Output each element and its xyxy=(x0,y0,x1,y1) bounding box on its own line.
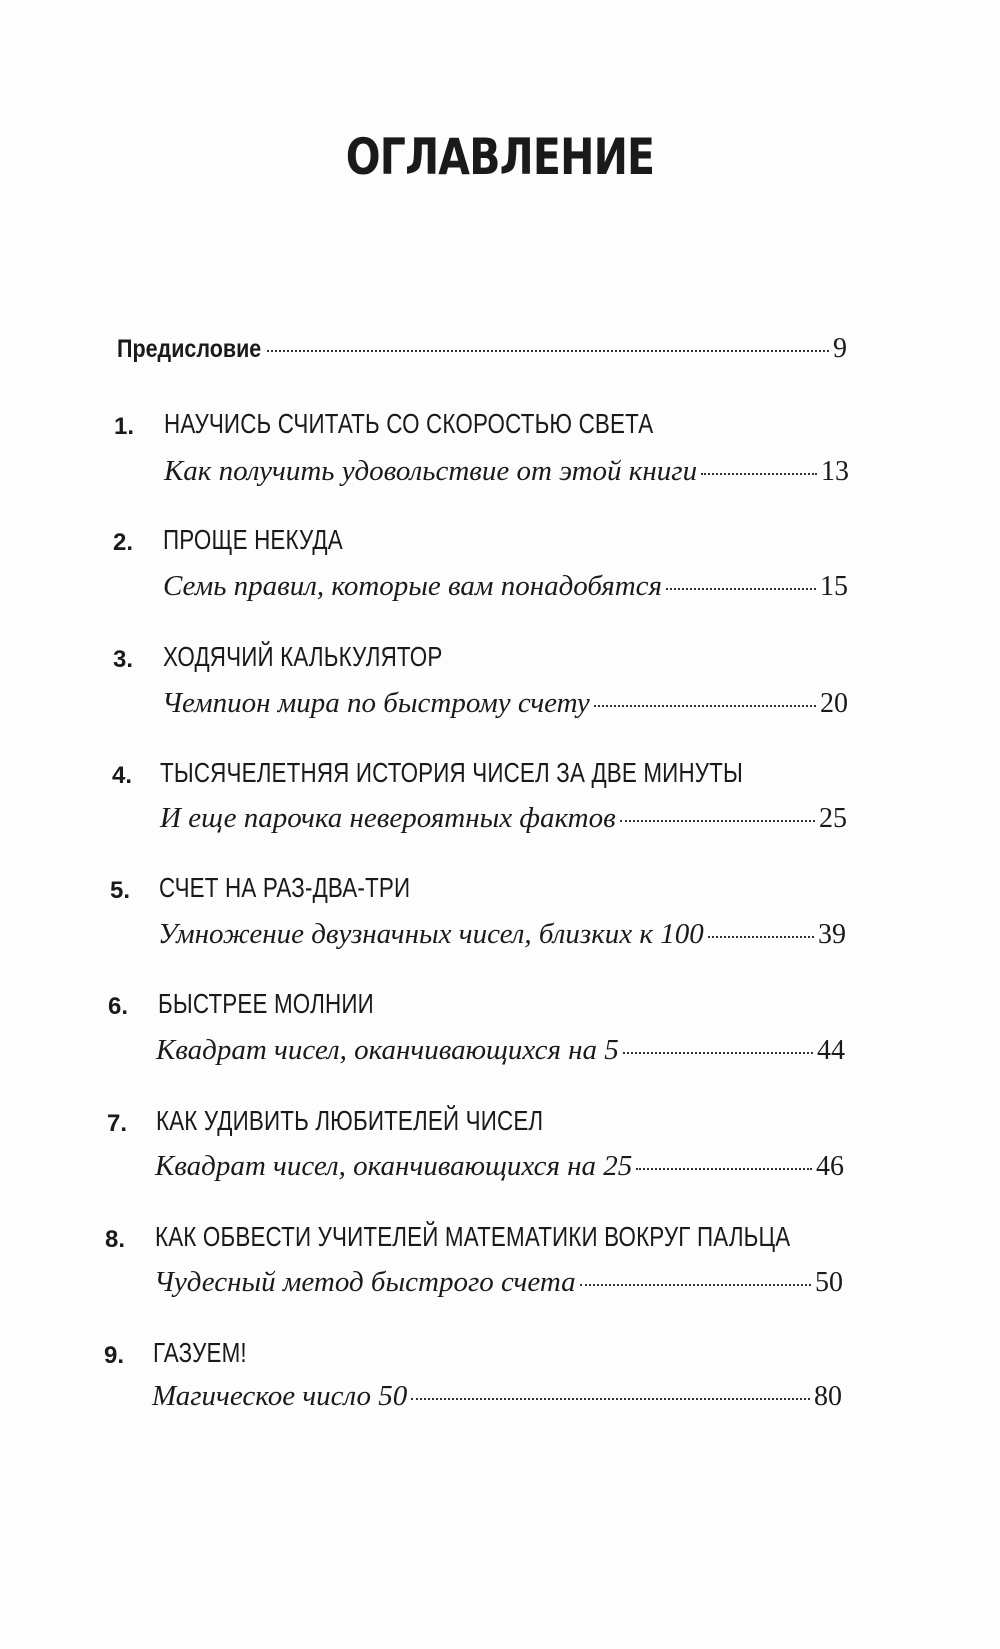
dot-leader xyxy=(620,820,815,822)
chapter-heading: КАК ОБВЕСТИ УЧИТЕЛЕЙ МАТЕМАТИКИ ВОКРУГ ПАЛЬЦА xyxy=(155,1221,791,1252)
chapter-subtitle: Чудесный метод быстрого счета xyxy=(154,1266,576,1298)
dot-leader xyxy=(666,588,816,590)
dot-leader xyxy=(411,1398,810,1400)
dot-leader xyxy=(594,705,816,707)
chapter-number: 6. xyxy=(108,993,129,1020)
chapter-heading: ТЫСЯЧЕЛЕТНЯЯ ИСТОРИЯ ЧИСЕЛ ЗА ДВЕ МИНУТЫ xyxy=(160,757,744,788)
page-title: ОГЛАВЛЕНИЕ xyxy=(345,128,655,186)
chapter-subtitle: Магическое число 50 xyxy=(152,1380,408,1412)
chapter-subtitle: Умножение двузначных чисел, близких к 100 xyxy=(158,918,704,950)
preface-entry[interactable] xyxy=(117,333,847,365)
chapter-heading: ГАЗУЕМ! xyxy=(153,1337,247,1368)
page-number: 20 xyxy=(820,688,848,719)
page-number: 50 xyxy=(815,1267,843,1298)
chapter-number: 7. xyxy=(107,1110,128,1137)
chapter-number: 2. xyxy=(113,529,134,556)
chapter-heading: СЧЕТ НА РАЗ-ДВА-ТРИ xyxy=(159,872,411,903)
dot-leader xyxy=(580,1284,811,1286)
chapter-heading: ХОДЯЧИЙ КАЛЬКУЛЯТОР xyxy=(163,641,443,672)
chapter-subtitle: Квадрат чисел, оканчивающихся на 25 xyxy=(155,1150,633,1182)
page-number: 44 xyxy=(817,1035,845,1066)
chapter-number: 5. xyxy=(110,877,131,904)
chapter-heading: БЫСТРЕЕ МОЛНИИ xyxy=(158,988,374,1019)
chapter-subtitle: Как получить удовольствие от этой книги xyxy=(164,455,698,487)
page-number: 46 xyxy=(816,1151,844,1182)
dot-leader xyxy=(708,936,814,938)
chapter-heading: ПРОЩЕ НЕКУДА xyxy=(163,524,343,555)
dot-leader xyxy=(636,1168,812,1170)
dot-leader xyxy=(701,473,817,475)
chapter-subtitle: Квадрат чисел, оканчивающихся на 5 xyxy=(156,1034,619,1066)
chapter-number: 4. xyxy=(112,762,133,789)
chapter-subtitle: И еще парочка невероятных фактов xyxy=(160,802,616,834)
chapter-number: 9. xyxy=(104,1342,125,1369)
chapter-number: 8. xyxy=(105,1226,126,1253)
page-number: 13 xyxy=(821,456,849,487)
page-number: 9 xyxy=(833,333,847,364)
chapter-heading: НАУЧИСЬ СЧИТАТЬ СО СКОРОСТЬЮ СВЕТА xyxy=(164,408,654,439)
dot-leader xyxy=(267,350,829,352)
dot-leader xyxy=(623,1052,813,1054)
page-number: 39 xyxy=(818,919,846,950)
chapter-subtitle: Чемпион мира по быстрому счету xyxy=(162,687,590,719)
chapter-subtitle: Семь правил, которые вам понадобятся xyxy=(163,570,663,602)
chapter-heading: КАК УДИВИТЬ ЛЮБИТЕЛЕЙ ЧИСЕЛ xyxy=(156,1105,544,1136)
page-number: 80 xyxy=(814,1381,842,1412)
preface-label: Предисловие xyxy=(117,335,262,363)
chapter-number: 1. xyxy=(114,413,135,440)
chapter-number: 3. xyxy=(113,646,134,673)
page-number: 25 xyxy=(819,803,847,834)
page-number: 15 xyxy=(820,571,848,602)
